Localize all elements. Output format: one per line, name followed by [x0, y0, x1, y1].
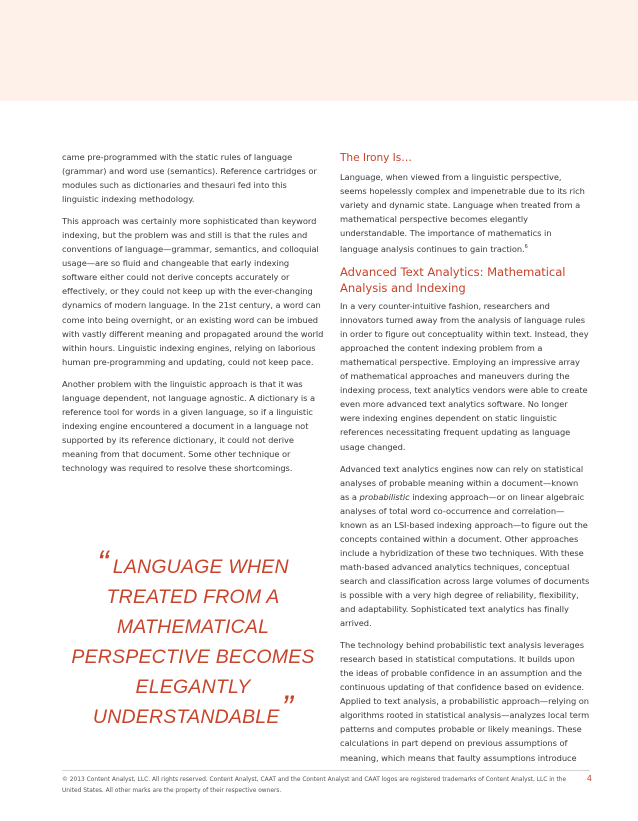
paragraph-text: Language, when viewed from a linguistic perspective, seems hopelessly complex and impenetrable due to its rich variety and dynamic state. Language when treated from a mathematical perspective becomes elegantly understandable. The importance of mathematics in language analysis continues to gain traction. [340, 172, 585, 254]
emphasized-term: probabilistic [359, 491, 410, 502]
body-paragraph: The technology behind probabilistic text analysis leverages research based in statistical computations. It builds upon the ideas of probable confidence in an assumption and the continuous updating of that confidence based on evidence. Applied to text analysis, a probabilistic approach—relying on algorithms rooted in statistical analysis—analyzes local term patterns and computes probable or likely meanings. These calculations in part depend on previous assumptions of meaning, which means that faulty assumptions introduce [340, 640, 590, 763]
close-quote-mark: ” [281, 689, 294, 727]
pull-quote [62, 544, 324, 732]
body-paragraph: This approach was certainly more sophisticated than keyword indexing, but the problem was and still is that the rules and conventions of language—grammar, semantics, and colloquial usage—are so fluid and changeable that early indexing software either could not derive concepts accurately or effectively, or they could not keep up with the ever-changing dynamics of modern language. In the 21st century, a word can come into being overnight, or an existing word can be imbued with vastly different meaning and propagated around the world within hours. Linguistic indexing engines, relying on laborious human pre-programming and updating, could not keep pace. [62, 216, 324, 367]
section-heading-advanced-analytics: Advanced Text Analytics: Mathematical Analysis and Indexing [340, 265, 566, 296]
footer-copyright: © 2013 Content Analyst, LLC. All rights reserved. Content Analyst, CAAT and the Content Analyst and CAAT logos are registered trademarks of Content Analyst, LLC in the United States. All other marks are the property of their respective owners. [62, 777, 567, 794]
footer-divider [62, 770, 590, 771]
header-band [0, 0, 638, 101]
page-number: 4 [586, 774, 592, 783]
pull-quote-text: LANGUAGE WHEN TREATED FROM A MATHEMATICAL PERSPECTIVE BECOMES ELEGANTLY UNDERSTANDABLE [71, 556, 315, 728]
paragraph-text: indexing approach—or on linear algebraic analyses of total word co-occurrence and correlation—known as an LSI-based indexing approach—to figure out the concepts contained within a document. Other approaches include a hybridization of these two techniques. With these math-based advanced analytics techniques, conceptual search and classification across large volumes of documents is possible with a very high degree of reliability, flexibility, and adaptability. Sophisticated text analytics has finally arrived. [340, 491, 590, 629]
paragraph-text: Advanced text analytics engines now can rely on statistical analyses of probable meaning within a document—known as a [340, 463, 584, 502]
left-column [62, 150, 324, 483]
open-quote-mark: “ [97, 544, 109, 582]
body-paragraph: In a very counter-intuitive fashion, researchers and innovators turned away from the analysis of language rules in order to figure out conceptuality within text. Instead, they approached the content indexing problem from a mathematical perspective. Employing an impressive array of mathematical approaches and maneuvers during the indexing process, text analytics vendors were able to create even more advanced text analytics software. No longer were indexing engines dependent on static linguistic references necessitating frequent updating as language usage changed. [340, 301, 589, 452]
body-paragraph [340, 170, 590, 256]
section-heading-irony: The Irony Is… [340, 152, 412, 164]
body-paragraph: came pre-programmed with the static rules of language (grammar) and word use (semantics). Reference cartridges or modules such as dictionaries and thesauri fed into this linguistic indexing methodology. [62, 152, 317, 205]
body-paragraph [340, 462, 590, 631]
right-column [340, 150, 590, 773]
body-paragraph: Another problem with the linguistic approach is that it was language dependent, not language agnostic. A dictionary is a reference tool for words in a given language, so if a linguistic indexing engine encountered a document in a language not supported by its reference dictionary, it could not derive meaning from that document. Some other technique or technology was required to resolve these shortcomings. [62, 378, 316, 473]
footnote-marker: 6 [524, 244, 528, 251]
